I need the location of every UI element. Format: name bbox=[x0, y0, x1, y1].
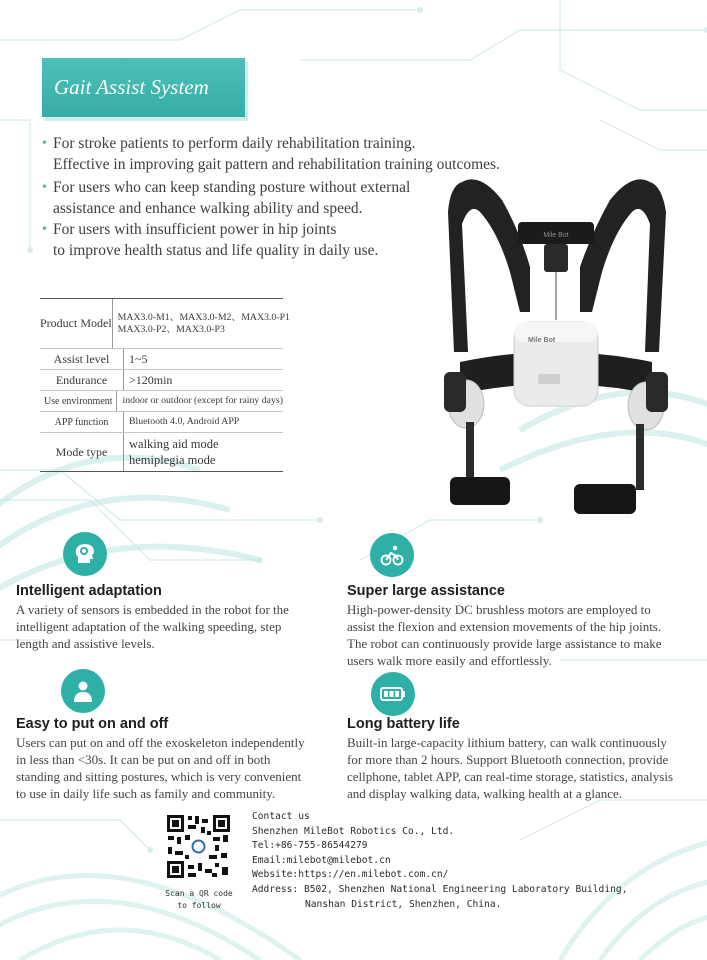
contact-address: Address: B502, Shenzhen National Engineering Laboratory Building, bbox=[252, 883, 628, 895]
table-row bbox=[40, 391, 283, 412]
battery-icon bbox=[371, 672, 415, 716]
contact-address-line2: Nanshan District, Shenzhen, China. bbox=[305, 898, 502, 910]
table-row bbox=[40, 299, 290, 349]
unit-logo: Mile Bot bbox=[528, 337, 556, 344]
table-row bbox=[40, 370, 283, 391]
spec-table bbox=[40, 298, 290, 472]
contact-heading: Contact us bbox=[252, 811, 310, 822]
spec-label: Assist level bbox=[40, 349, 124, 369]
contact-tel: Tel:+86-755-86544279 bbox=[252, 840, 368, 852]
person-icon bbox=[61, 669, 105, 713]
feature-description: High-power-density DC brushless motors are employed to assist the flexion and extension movements of the hip joints. The robot can continuously provide large assistance to make users walk more easily and effortlessly. bbox=[347, 602, 662, 668]
contact-email: Email:milebot@milebot.cn bbox=[252, 854, 391, 866]
table-row bbox=[40, 433, 283, 471]
spec-label: Product Model bbox=[40, 299, 113, 348]
spec-value: indoor or outdoor (except for rainy days) bbox=[122, 395, 283, 406]
qr-caption: Scan a QR code to follow bbox=[165, 889, 233, 910]
cyclist-icon bbox=[370, 533, 414, 577]
spec-label: Endurance bbox=[40, 370, 124, 390]
use-case-item: • For stroke patients to perform daily rehabilitation training. Effective in improving gait pattern and rehabilitation training outcomes. bbox=[42, 135, 500, 173]
spec-label: APP function bbox=[40, 412, 124, 432]
feature-title: Super large assistance bbox=[347, 583, 505, 599]
exoskeleton-device-image bbox=[440, 172, 676, 528]
spec-value: MAX3.0-M1、MAX3.0-M2、MAX3.0-P1 MAX3.0-P2、MAX3.0-P3 bbox=[117, 311, 290, 335]
feature-description: Built-in large-capacity lithium battery, can walk continuously for more than 2 hours. Support Bluetooth connection, provide cellphone, tablet APP, can real-time storage, statistics, analysis and display walking data, walking health at a glance. bbox=[347, 735, 674, 801]
bullet-dot-icon: • bbox=[42, 222, 47, 237]
page-title: Gait Assist System bbox=[42, 58, 245, 117]
spec-label: Use environment bbox=[40, 391, 117, 411]
use-case-item: • For users who can keep standing posture without external assistance and enhance walking ability and speed. bbox=[42, 179, 411, 217]
feature-title: Intelligent adaptation bbox=[16, 583, 162, 599]
use-case-item: • For users with insufficient power in hip joints to improve health status and life quality in daily use. bbox=[42, 221, 379, 259]
spec-value: >120min bbox=[129, 372, 173, 387]
company-name: Shenzhen MileBot Robotics Co., Ltd. bbox=[252, 825, 455, 837]
brain-head-icon bbox=[63, 532, 107, 576]
feature-title: Easy to put on and off bbox=[16, 716, 169, 732]
strap-logo: Mile Bot bbox=[543, 232, 569, 239]
feature-description: A variety of sensors is embedded in the robot for the intelligent adaptation of the walking speeding, step length and assistive levels. bbox=[16, 602, 289, 651]
spec-value: walking aid mode hemiplegia mode bbox=[129, 437, 219, 467]
contact-website: Website:https://en.milebot.com.cn/ bbox=[252, 869, 449, 881]
feature-title: Long battery life bbox=[347, 716, 460, 732]
qr-code-image bbox=[165, 813, 232, 880]
bullet-dot-icon: • bbox=[42, 180, 47, 195]
contact-info bbox=[252, 810, 627, 912]
table-row bbox=[40, 412, 283, 433]
table-row bbox=[40, 349, 283, 370]
feature-description: Users can put on and off the exoskeleton independently in less than <30s. It can be put on and off in both standing and sitting postures, which is very convenient to use in daily life such as family and community. bbox=[16, 735, 305, 801]
bullet-dot-icon: • bbox=[42, 136, 47, 151]
spec-value: 1~5 bbox=[129, 351, 148, 366]
spec-value: Bluetooth 4.0, Android APP bbox=[129, 416, 240, 427]
spec-label: Mode type bbox=[40, 433, 124, 471]
